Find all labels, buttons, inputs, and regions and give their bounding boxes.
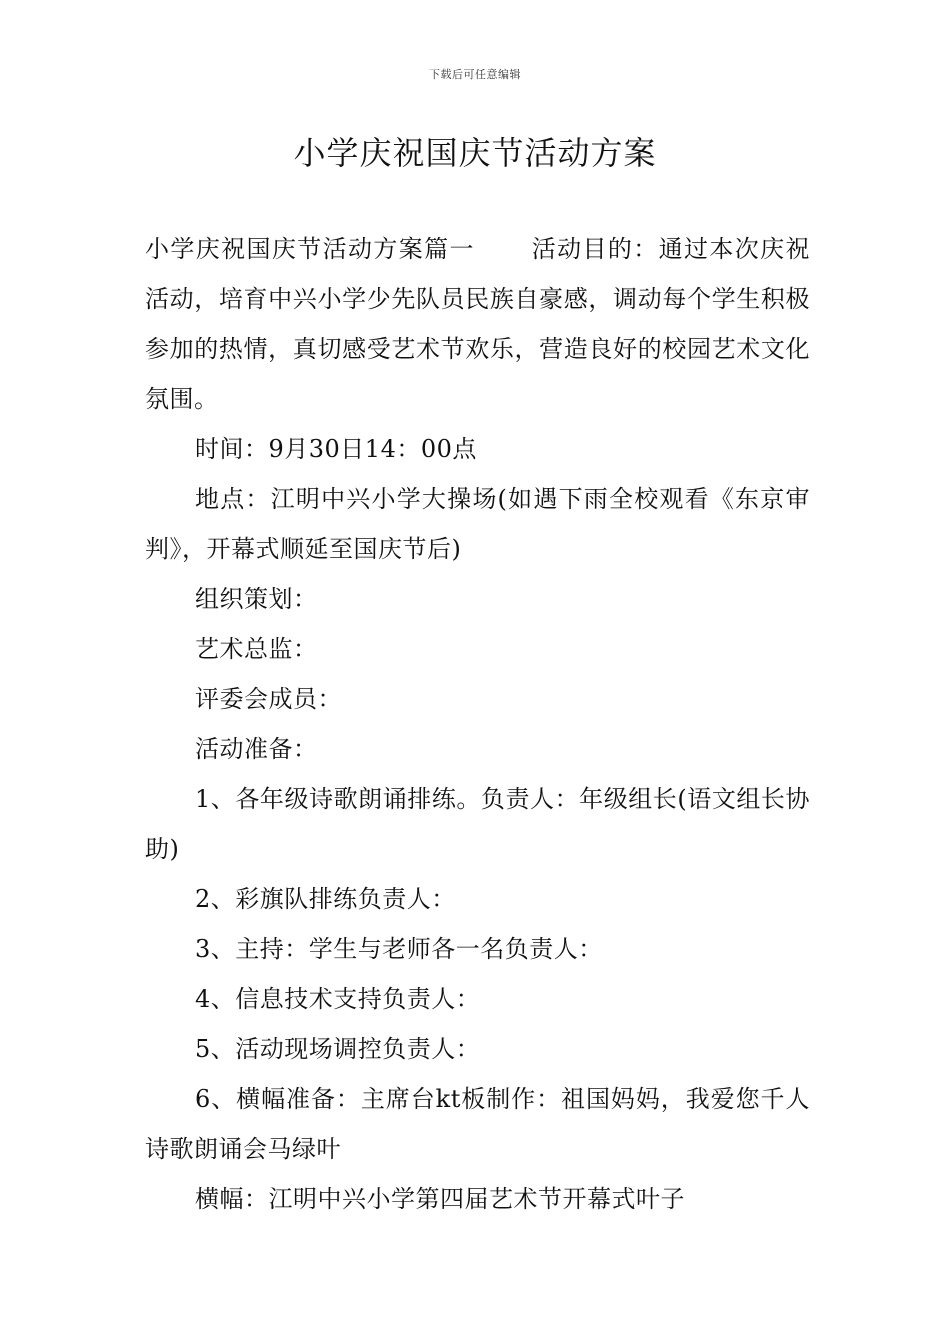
document-title: 小学庆祝国庆节活动方案 xyxy=(293,134,657,172)
intro-rest: 活动目的：通过本次庆祝活动，培育中兴小学少先队员民族自豪感，调动每个学生积极参加的热情，真切感受艺术节欢乐，营造良好的校园艺术文化氛围。 xyxy=(145,235,810,413)
document-body xyxy=(145,224,810,1224)
intro-lead: 小学庆祝国庆节活动方案篇一 xyxy=(145,235,475,263)
list-item-5: 5、活动现场调控负责人： xyxy=(195,1035,481,1063)
intro-paragraph xyxy=(145,224,810,424)
paragraph-jury: 评委会成员： xyxy=(195,685,342,713)
list-item-4: 4、信息技术支持负责人： xyxy=(195,985,481,1013)
paragraph-planning: 组织策划： xyxy=(195,585,318,613)
header-note: 下载后可任意编辑 xyxy=(429,68,521,81)
paragraph-banner: 横幅：江明中兴小学第四届艺术节开幕式叶子 xyxy=(195,1185,685,1213)
paragraph-preparation: 活动准备： xyxy=(195,735,318,763)
list-item-2: 2、彩旗队排练负责人： xyxy=(195,885,456,913)
paragraph-location: 地点：江明中兴小学大操场(如遇下雨全校观看《东京审判》，开幕式顺延至国庆节后) xyxy=(145,485,810,563)
list-item-3: 3、主持：学生与老师各一名负责人： xyxy=(195,935,603,963)
paragraph-time: 时间：9月30日14：00点 xyxy=(195,435,477,463)
list-item-6: 6、横幅准备：主席台kt板制作：祖国妈妈，我爱您千人诗歌朗诵会马绿叶 xyxy=(145,1085,810,1163)
paragraph-art-director: 艺术总监： xyxy=(195,635,318,663)
list-item-1: 1、各年级诗歌朗诵排练。负责人：年级组长(语文组长协助) xyxy=(145,785,810,863)
